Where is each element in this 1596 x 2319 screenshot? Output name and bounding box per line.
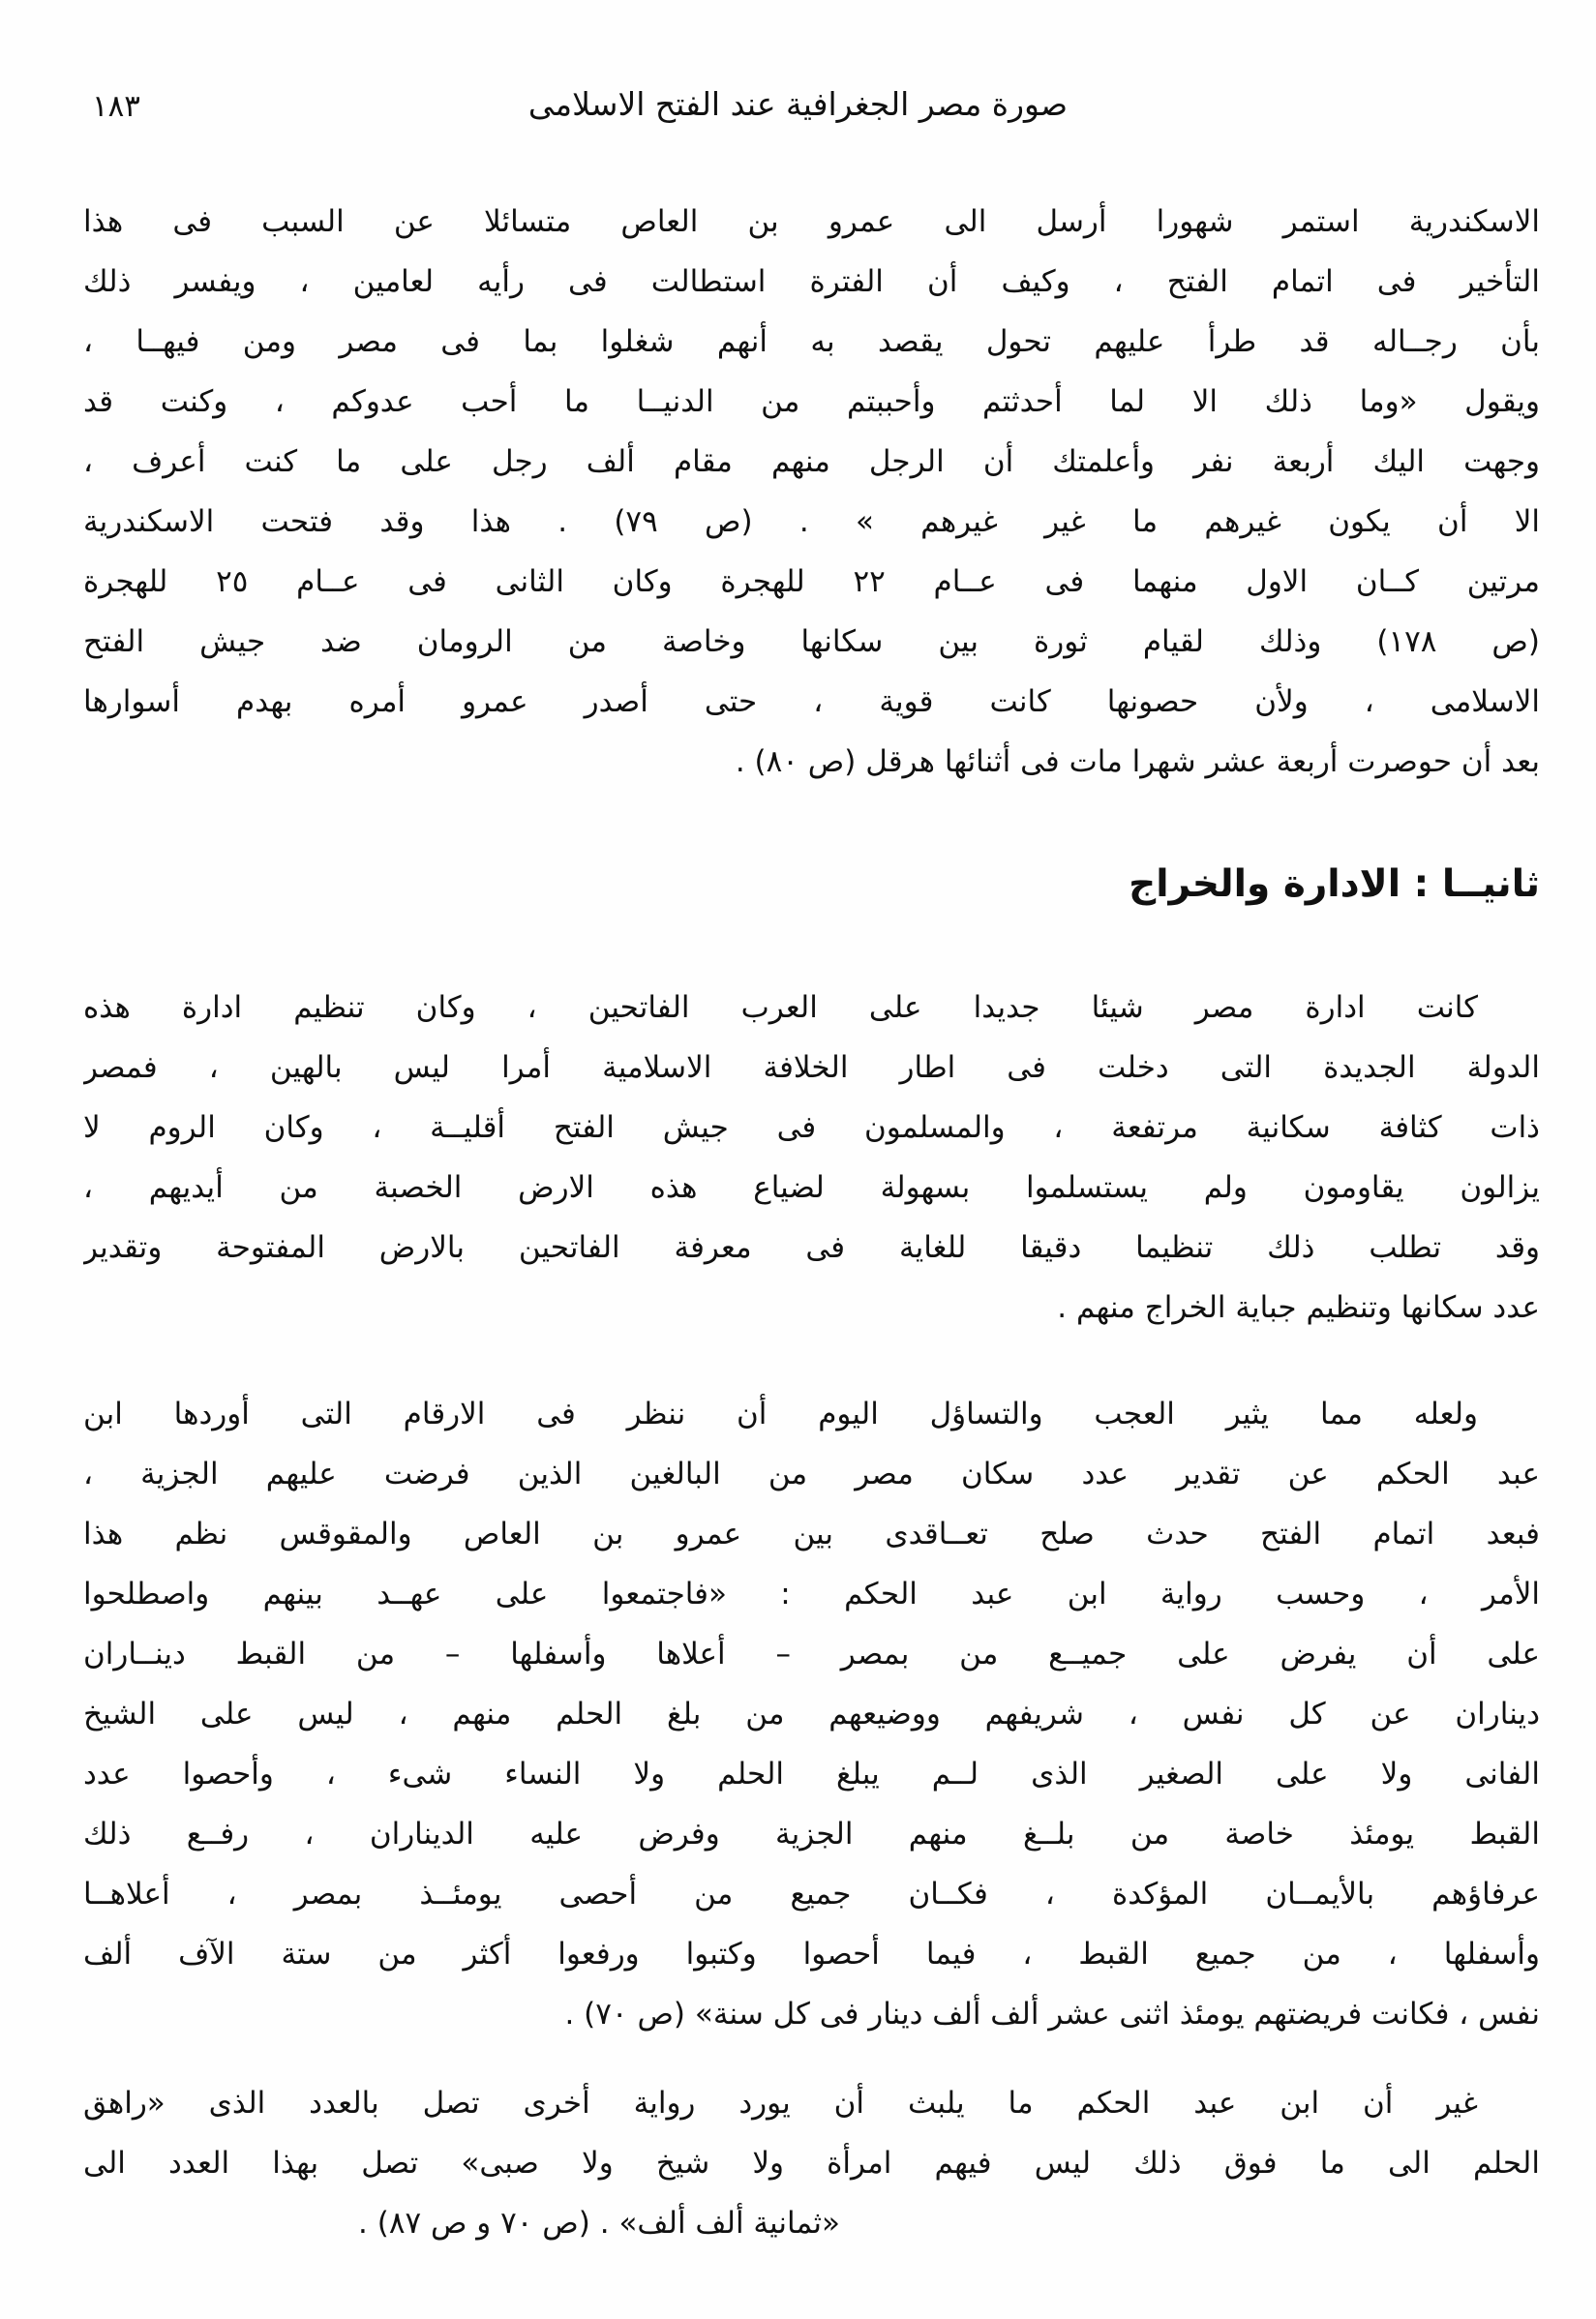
paragraph-line: عرفاؤهم بالأيمــان المؤكدة ، فكــان جميع من أحصى يومئــذ بمصر ، أعلاهــا (83, 1877, 1540, 1912)
paragraph-line: مرتين كــان الاول منهما فى عــام ٢٢ للهجرة وكان الثانى فى عــام ٢٥ للهجرة (83, 564, 1540, 599)
paragraph-line: وقد تطلب ذلك تنظيما دقيقا للغاية فى معرفة الفاتحين بالارض المفتوحة وتقدير (83, 1230, 1540, 1265)
paragraph-line: ديناران عن كل نفس ، شريفهم ووضيعهم من بلغ الحلم منهم ، ليس على الشيخ (83, 1697, 1540, 1732)
paragraph-line: وأسفلها ، من جميع القبط ، فيما أحصوا وكتبوا ورفعوا أكثر من ستة الآف ألف (83, 1937, 1540, 1972)
paragraph-line: ذات كثافة سكانية مرتفعة ، والمسلمون فى جيش الفتح أقليــة ، وكان الروم لا (83, 1110, 1540, 1145)
paragraph-line: التأخير فى اتمام الفتح ، وكيف أن الفترة استطالت فى رأيه لعامين ، ويفسر ذلك (83, 264, 1540, 299)
paragraph-line: فبعد اتمام الفتح حدث صلح تعــاقدى بين عمرو بن العاص والمقوقس نظم هذا (83, 1517, 1540, 1551)
paragraph-alexandria-conquest (83, 192, 1540, 792)
paragraph-line: الا أن يكون غيرهم ما غير غيرهم » . (ص ٧٩) . هذا وقد فتحت الاسكندرية (83, 504, 1540, 539)
running-header-title: صورة مصر الجغرافية عند الفتح الاسلامى (527, 85, 1069, 123)
paragraph-line: ويقول «وما ذلك الا لما أحدثتم وأحببتم من الدنيــا ما أحب عدوكم ، وكنت قد (83, 384, 1540, 419)
paragraph-line: الاسلامى ، ولأن حصونها كانت قوية ، حتى أصدر عمرو أمره بهدم أسوارها (83, 684, 1540, 719)
page-number: ١٨٣ (92, 89, 140, 124)
paragraph-line: الدولة الجديدة التى دخلت فى اطار الخلافة الاسلامية أمرا ليس بالهين ، فمصر (83, 1050, 1540, 1085)
paragraph-population-jizya-figures (83, 1384, 1540, 2044)
paragraph-line: الاسكندرية استمر شهورا أرسل الى عمرو بن العاص متسائلا عن السبب فى هذا (83, 204, 1540, 239)
page-body-text (83, 192, 1540, 2253)
paragraph-line: بعد أن حوصرت أربعة عشر شهرا مات فى أثنائها هرقل (ص ٨٠) . (735, 744, 1540, 779)
running-header (0, 77, 1596, 136)
paragraph-line: (ص ١٧٨) وذلك لقيام ثورة بين سكانها وخاصة من الرومان ضد جيش الفتح (83, 624, 1540, 659)
paragraph-line: على أن يفرض على جميــع من بمصر – أعلاها وأسفلها – من القبط دينــاران (83, 1637, 1540, 1671)
paragraph-line: بأن رجــاله قد طرأ عليهم تحول يقصد به أنهم شغلوا بما فى مصر ومن فيهــا ، (83, 324, 1540, 359)
paragraph-line: كانت ادارة مصر شيئا جديدا على العرب الفاتحين ، وكان تنظيم ادارة هذه (83, 990, 1478, 1025)
paragraph-egypt-administration (83, 978, 1540, 1338)
paragraph-line: نفس ، فكانت فريضتهم يومئذ اثنى عشر ألف ألف دينار فى كل سنة» (ص ٧٠) . (564, 1997, 1540, 2032)
paragraph-line: يزالون يقاومون ولم يستسلموا بسهولة لضياع هذه الارض الخصبة من أيديهم ، (83, 1170, 1540, 1205)
paragraph-line: ولعله مما يثير العجب والتساؤل اليوم أن ننظر فى الارقام التى أوردها ابن (83, 1397, 1478, 1431)
paragraph-line: وجهت اليك أربعة نفر وأعلمتك أن الرجل منهم مقام ألف رجل على ما كنت أعرف ، (83, 444, 1540, 479)
section-heading-administration-kharaj: ثانيــا : الادارة والخراج (1129, 862, 1540, 906)
paragraph-line: عدد سكانها وتنظيم جباية الخراج منهم . (1057, 1290, 1540, 1325)
paragraph-line: الأمر ، وحسب رواية ابن عبد الحكم : «فاجتمعوا على عهــد بينهم واصطلحوا (83, 1577, 1540, 1611)
paragraph-line: عبد الحكم عن تقدير عدد سكان مصر من البالغين الذين فرضت عليهم الجزية ، (83, 1457, 1540, 1491)
paragraph-line: الفانى ولا على الصغير الذى لــم يبلغ الحلم ولا النساء شىء ، وأحصوا عدد (83, 1757, 1540, 1792)
paragraph-alternate-count (83, 2073, 1540, 2253)
paragraph-line: القبط يومئذ خاصة من بلــغ منهم الجزية وفرض عليه الديناران ، رفــع ذلك (83, 1817, 1540, 1852)
paragraph-line: الحلم الى ما فوق ذلك ليس فيهم امرأة ولا شيخ ولا صبى» تصل بهذا العدد الى (83, 2146, 1540, 2181)
paragraph-line: «ثمانية ألف ألف» . (ص ٧٠ و ص ٨٧) . (358, 2206, 840, 2241)
paragraph-line: غير أن ابن عبد الحكم ما يلبث أن يورد رواية أخرى تصل بالعدد الذى «راهق (83, 2086, 1478, 2121)
